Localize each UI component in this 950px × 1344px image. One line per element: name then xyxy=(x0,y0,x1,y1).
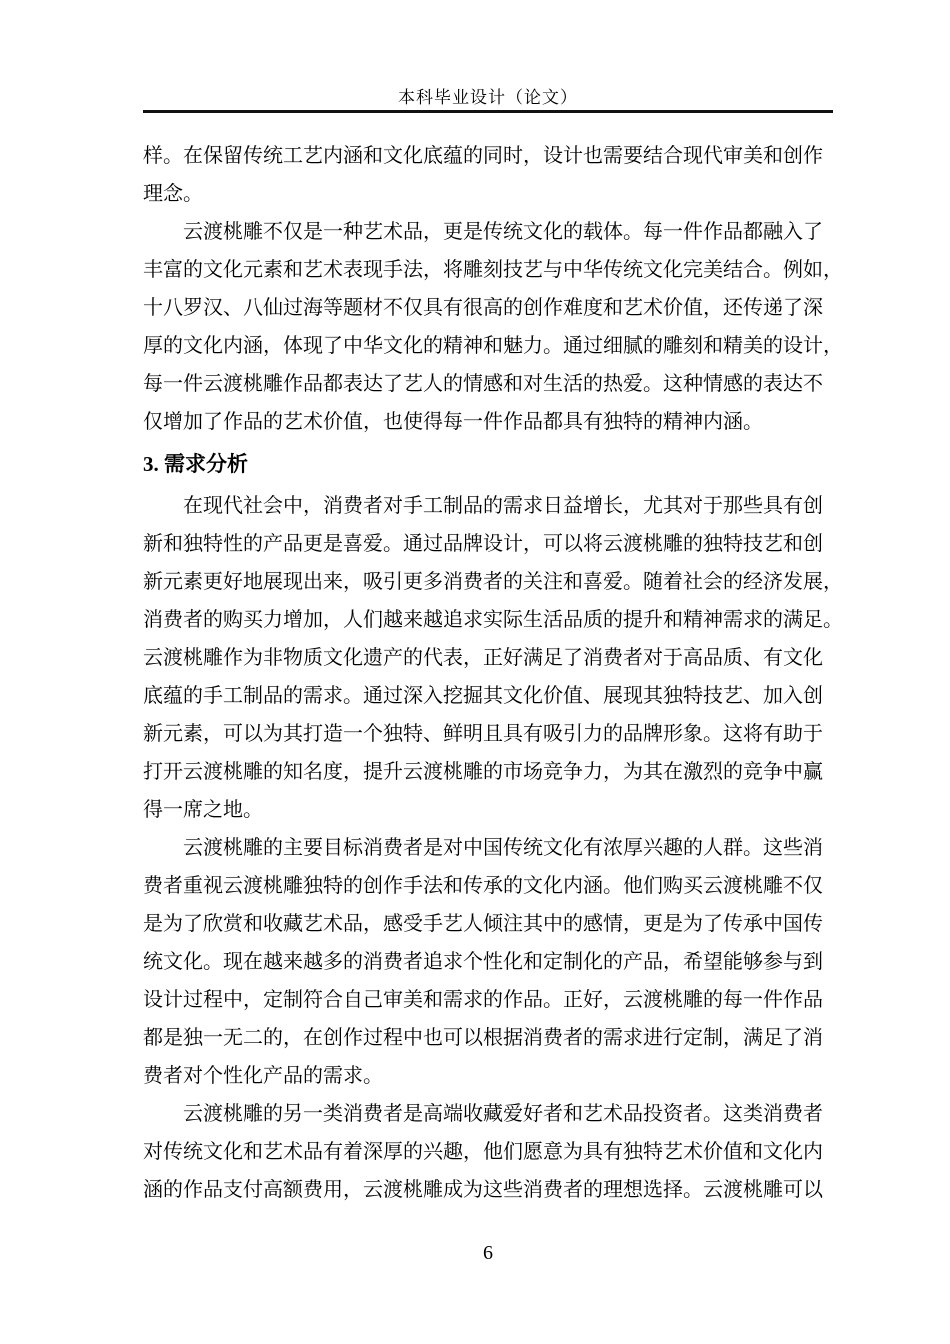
text-line: 在现代社会中，消费者对手工制品的需求日益增长，尤其对于那些具有创 xyxy=(183,495,823,517)
section-heading: 3. 需求分析 xyxy=(143,452,248,476)
text-line: 新和独特性的产品更是喜爱。通过品牌设计，可以将云渡桃雕的独特技艺和创 xyxy=(143,533,823,555)
text-line: 设计过程中，定制符合自己审美和需求的作品。正好，云渡桃雕的每一件作品 xyxy=(143,989,823,1011)
text-line: 仅增加了作品的艺术价值，也使得每一件作品都具有独特的精神内涵。 xyxy=(143,411,763,433)
text-line: 打开云渡桃雕的知名度，提升云渡桃雕的市场竞争力，为其在激烈的竞争中赢 xyxy=(143,761,823,783)
text-line: 统文化。现在越来越多的消费者追求个性化和定制化的产品，希望能够参与到 xyxy=(143,951,823,973)
text-line: 费者重视云渡桃雕独特的创作手法和传承的文化内涵。他们购买云渡桃雕不仅 xyxy=(143,875,823,897)
header-rule xyxy=(143,110,833,113)
text-line: 理念。 xyxy=(143,183,203,205)
text-line: 费者对个性化产品的需求。 xyxy=(143,1065,383,1087)
text-line: 新元素更好地展现出来，吸引更多消费者的关注和喜爱。随着社会的经济发展， xyxy=(143,571,843,593)
text-line: 得一席之地。 xyxy=(143,799,263,821)
text-line: 丰富的文化元素和艺术表现手法，将雕刻技艺与中华传统文化完美结合。例如， xyxy=(143,259,843,281)
text-line: 云渡桃雕不仅是一种艺术品，更是传统文化的载体。每一件作品都融入了 xyxy=(183,221,823,243)
running-header-title: 本科毕业设计（论文） xyxy=(398,88,578,107)
text-line: 每一件云渡桃雕作品都表达了艺人的情感和对生活的热爱。这种情感的表达不 xyxy=(143,373,823,395)
text-line: 云渡桃雕的另一类消费者是高端收藏爱好者和艺术品投资者。这类消费者 xyxy=(183,1103,823,1125)
text-line: 都是独一无二的，在创作过程中也可以根据消费者的需求进行定制，满足了消 xyxy=(143,1027,823,1049)
text-line: 涵的作品支付高额费用，云渡桃雕成为这些消费者的理想选择。云渡桃雕可以 xyxy=(143,1179,823,1201)
text-line: 消费者的购买力增加，人们越来越追求实际生活品质的提升和精神需求的满足。 xyxy=(143,609,843,631)
text-line: 厚的文化内涵，体现了中华文化的精神和魅力。通过细腻的雕刻和精美的设计， xyxy=(143,335,843,357)
text-line: 是为了欣赏和收藏艺术品，感受手艺人倾注其中的感情，更是为了传承中国传 xyxy=(143,913,823,935)
text-line: 对传统文化和艺术品有着深厚的兴趣，他们愿意为具有独特艺术价值和文化内 xyxy=(143,1141,823,1163)
document-body xyxy=(143,137,843,1209)
text-line: 云渡桃雕作为非物质文化遗产的代表，正好满足了消费者对于高品质、有文化 xyxy=(143,647,823,669)
text-line: 十八罗汉、八仙过海等题材不仅具有很高的创作难度和艺术价值，还传递了深 xyxy=(143,297,823,319)
text-line: 云渡桃雕的主要目标消费者是对中国传统文化有浓厚兴趣的人群。这些消 xyxy=(183,837,823,859)
text-line: 样。在保留传统工艺内涵和文化底蕴的同时，设计也需要结合现代审美和创作 xyxy=(143,145,823,167)
text-line: 新元素，可以为其打造一个独特、鲜明且具有吸引力的品牌形象。这将有助于 xyxy=(143,723,823,745)
text-line: 底蕴的手工制品的需求。通过深入挖掘其文化价值、展现其独特技艺、加入创 xyxy=(143,685,823,707)
page-number: 6 xyxy=(483,1242,493,1264)
